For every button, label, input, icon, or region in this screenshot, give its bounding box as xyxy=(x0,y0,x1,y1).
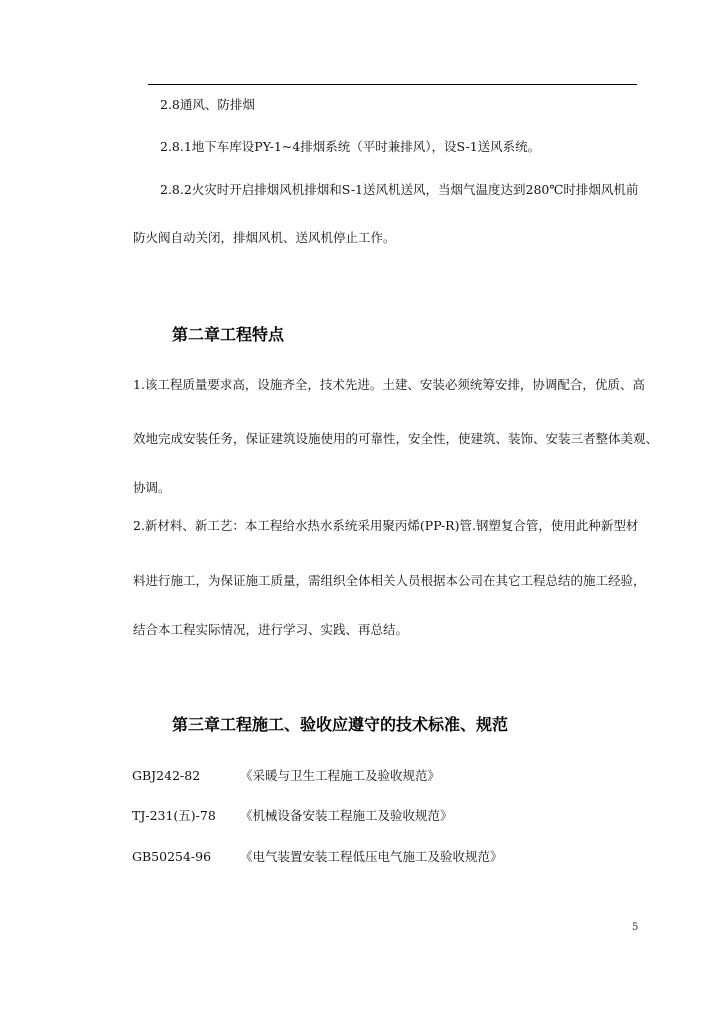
standard-title: 《电气装置安装工程低压电气施工及验收规范》 xyxy=(240,849,503,864)
chapter-2-para-1-line-2: 效地完成安装任务，保证建筑设施使用的可靠性，安全性，使建筑、装饰、安装三者整体美观、 xyxy=(133,431,659,446)
header-rule xyxy=(148,84,637,85)
standard-code: GBJ242-82 xyxy=(132,768,201,783)
standard-title: 《采暖与卫生工程施工及验收规范》 xyxy=(240,768,441,783)
standard-title: 《机械设备安装工程施工及验收规范》 xyxy=(240,808,453,823)
section-2-8-1: 2.8.1地下车库设PY-1~4排烟系统（平时兼排风），设S-1送风系统。 xyxy=(160,139,541,154)
standard-code: TJ-231(五)-78 xyxy=(132,808,216,823)
chapter-2-para-1-line-3: 协调。 xyxy=(133,480,171,495)
chapter-2-para-2-line-3: 结合本工程实际情况，进行学习、实践、再总结。 xyxy=(133,622,409,637)
page-number: 5 xyxy=(632,922,639,933)
chapter-2-heading: 第二章工程特点 xyxy=(172,325,285,344)
chapter-2-para-2-line-2: 料进行施工，为保证施工质量，需组织全体相关人员根据本公司在其它工程总结的施工经验， xyxy=(133,573,646,588)
chapter-2-para-2-line-1: 2.新材料、新工艺：本工程给水热水系统采用聚丙烯(PP-R)管.钢塑复合管，使用此种新型材 xyxy=(133,518,639,533)
section-2-8-2-line-2: 防火阀自动关闭，排烟风机、送风机停止工作。 xyxy=(133,230,396,245)
section-2-8-title: 2.8通风、防排烟 xyxy=(160,97,255,112)
section-2-8-2-line-1: 2.8.2火灾时开启排烟风机排烟和S-1送风机送风，当烟气温度达到280℃时排烟风机前 xyxy=(160,182,639,197)
standard-code: GB50254-96 xyxy=(132,849,212,864)
chapter-3-heading: 第三章工程施工、验收应遵守的技术标准、规范 xyxy=(172,715,509,734)
chapter-2-para-1-line-1: 1.该工程质量要求高，设施齐全，技术先进。土建、安装必须统筹安排，协调配合，优质、高 xyxy=(133,377,645,392)
